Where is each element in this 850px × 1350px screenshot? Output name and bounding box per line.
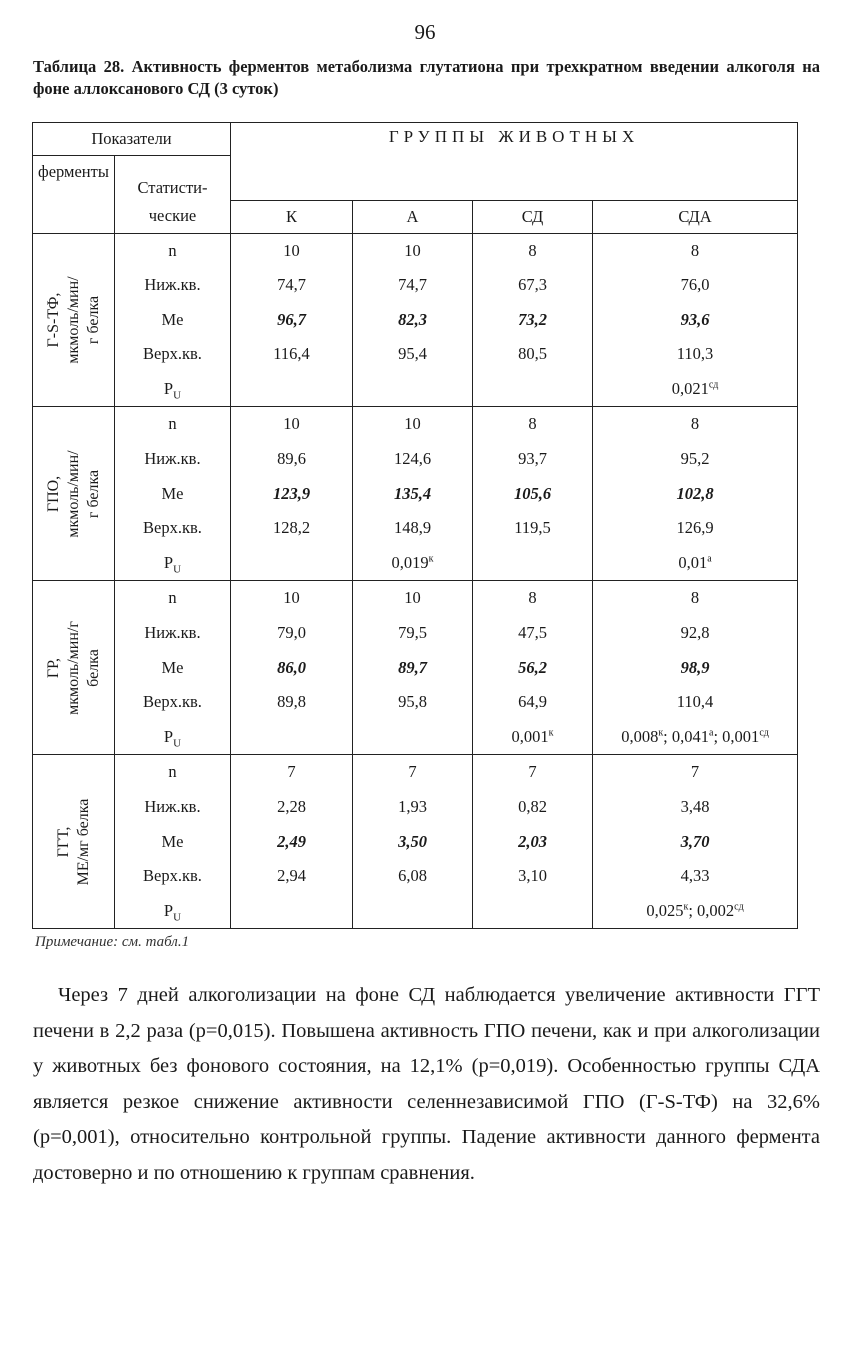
- value-p: [231, 372, 352, 407]
- stat-label: [115, 685, 230, 720]
- stat-label: [115, 651, 230, 686]
- enzyme-name-line: ГПО,: [44, 475, 62, 513]
- value-n: 7: [528, 762, 537, 782]
- p-value: 0,01: [678, 552, 708, 572]
- value-n: 10: [283, 588, 300, 608]
- stat-header-line2: ческие: [115, 200, 231, 233]
- value-upper-quartile: 116,4: [273, 344, 310, 364]
- value-upper-quartile: 6,08: [398, 866, 427, 886]
- p-value: 0,025: [646, 900, 684, 920]
- stat-label: [115, 790, 230, 825]
- enzyme-block: [33, 233, 798, 407]
- p-value-marker: сд: [734, 901, 744, 913]
- value-cell-k: [231, 755, 353, 929]
- table-caption: Таблица 28. Активность ферментов метаболизма глутатиона при трехкратном введении алкоголя на фоне аллоксанового СД (3 суток): [33, 57, 820, 98]
- value-n: 10: [404, 588, 421, 608]
- p-value: 0,001: [511, 726, 549, 746]
- enzymes-header: ферменты: [33, 156, 115, 201]
- stat-label: [115, 755, 230, 790]
- value-median: 102,8: [676, 483, 714, 503]
- value-upper-quartile: 3,10: [518, 866, 547, 886]
- value-n: 10: [283, 240, 300, 260]
- value-lower-quartile: 79,5: [398, 623, 427, 643]
- value-cell-sd: [473, 581, 593, 755]
- value-lower-quartile: 2,28: [277, 797, 306, 816]
- stat-label-text: Me: [161, 483, 184, 503]
- enzyme-name-line: мкмоль/мин/г: [64, 621, 82, 715]
- value-n: 8: [528, 588, 537, 608]
- enzyme-name-cell: [33, 233, 115, 407]
- value-cell-sd: [473, 407, 593, 581]
- value-upper-quartile: 148,9: [393, 518, 432, 538]
- enzyme-name: [44, 450, 104, 537]
- value-p: [473, 894, 592, 929]
- value-n: 7: [690, 762, 700, 782]
- stat-label-subscript: U: [173, 563, 182, 576]
- value-median: 3,50: [398, 831, 427, 851]
- value-median: 98,9: [680, 657, 710, 677]
- value-upper-quartile: 4,33: [680, 866, 710, 886]
- column-header-sd: СД: [473, 200, 593, 233]
- groups-header: ГРУППЫ ЖИВОТНЫХ: [231, 123, 798, 201]
- value-median: 135,4: [393, 483, 432, 503]
- value-p: [231, 720, 352, 755]
- value-cell-a: [353, 407, 473, 581]
- enzyme-name-line: ГР,: [44, 657, 62, 679]
- stat-label-subscript: U: [173, 737, 182, 750]
- stat-label-text: P: [163, 552, 174, 572]
- column-header-a: А: [353, 200, 473, 233]
- stat-label: [115, 720, 230, 755]
- value-lower-quartile: 76,0: [680, 275, 710, 295]
- stat-label-text: n: [168, 414, 177, 434]
- value-median: 82,3: [398, 309, 427, 329]
- page-number: 96: [414, 20, 436, 44]
- value-lower-quartile: 1,93: [398, 797, 427, 816]
- stat-label: [115, 407, 230, 442]
- value-cell-k: [231, 233, 353, 407]
- p-value-marker: к: [658, 727, 664, 739]
- p-value: 0,021: [671, 378, 709, 398]
- value-p: [353, 372, 472, 407]
- p-value-marker: а: [707, 553, 712, 565]
- value-upper-quartile: 95,8: [398, 692, 427, 712]
- value-p: [593, 372, 797, 407]
- enzyme-name-cell: [33, 755, 115, 929]
- value-cell-sda: [593, 581, 798, 755]
- value-lower-quartile: 89,6: [277, 449, 306, 469]
- p-value-marker: к: [428, 553, 434, 565]
- value-upper-quartile: 119,5: [514, 518, 551, 538]
- enzyme-name-cell: [33, 407, 115, 581]
- value-cell-k: [231, 581, 353, 755]
- value-lower-quartile: 79,0: [277, 623, 306, 643]
- value-lower-quartile: 92,8: [680, 623, 710, 643]
- value-p: [231, 546, 352, 581]
- value-median: 96,7: [277, 309, 306, 329]
- p-value-marker: а: [709, 727, 714, 739]
- stat-label: [115, 337, 230, 372]
- stat-label: [115, 616, 230, 651]
- stat-label-text: Верх.кв.: [143, 344, 202, 364]
- value-median: 89,7: [398, 657, 427, 677]
- stat-labels-cell: [115, 233, 231, 407]
- enzyme-name-line: мкмоль/мин/: [64, 276, 82, 364]
- enzyme-name-line: г белка: [84, 295, 102, 345]
- value-p: [353, 720, 472, 755]
- value-upper-quartile: 89,8: [277, 692, 306, 712]
- p-value-marker: сд: [708, 379, 719, 391]
- stat-label: [115, 581, 230, 616]
- value-cell-sda: [593, 755, 798, 929]
- value-lower-quartile: 47,5: [518, 623, 547, 643]
- stat-label-text: P: [163, 378, 174, 398]
- value-median: 123,9: [272, 483, 311, 503]
- value-lower-quartile: 0,82: [518, 797, 547, 816]
- value-n: 8: [528, 240, 537, 260]
- value-n: 8: [690, 240, 700, 260]
- value-cell-sd: [473, 233, 593, 407]
- stat-label-text: n: [168, 588, 177, 608]
- value-cell-k: [231, 407, 353, 581]
- p-value-marker: к: [548, 727, 554, 739]
- value-lower-quartile: 124,6: [393, 449, 432, 469]
- enzyme-name: [54, 799, 94, 886]
- p-value: ; 0,002: [688, 900, 735, 920]
- enzyme-name-line: белка: [84, 649, 102, 687]
- p-value: 0,008: [621, 726, 659, 746]
- value-cell-a: [353, 755, 473, 929]
- value-cell-sda: [593, 233, 798, 407]
- p-value-marker: сд: [759, 727, 769, 739]
- stat-label-text: n: [168, 762, 177, 782]
- stat-label-text: Ниж.кв.: [144, 275, 201, 295]
- value-n: 8: [528, 414, 537, 434]
- value-p: [353, 894, 472, 929]
- column-header-k: К: [231, 200, 353, 233]
- stat-label: [115, 477, 230, 512]
- stat-label-text: Ниж.кв.: [144, 449, 201, 469]
- value-median: 105,6: [513, 483, 552, 503]
- stat-labels-cell: [115, 407, 231, 581]
- value-upper-quartile: 64,9: [518, 692, 547, 712]
- stat-label: [115, 442, 230, 477]
- value-n: 10: [404, 414, 421, 434]
- p-value: 0,019: [391, 552, 429, 572]
- stat-label-text: Me: [161, 657, 184, 677]
- stat-label-text: Верх.кв.: [143, 692, 202, 712]
- value-median: 56,2: [518, 657, 547, 677]
- value-median: 73,2: [518, 309, 547, 329]
- value-median: 2,03: [518, 831, 547, 851]
- value-lower-quartile: 74,7: [398, 275, 427, 295]
- value-lower-quartile: 67,3: [518, 275, 547, 295]
- stat-label-text: n: [168, 240, 177, 260]
- enzyme-name-line: МЕ/мг белка: [74, 798, 92, 886]
- value-median: 2,49: [277, 831, 306, 851]
- stat-label-text: Ниж.кв.: [144, 623, 201, 643]
- value-cell-a: [353, 581, 473, 755]
- enzyme-block: [33, 407, 798, 581]
- table-note: Примечание: см. табл.1: [35, 934, 190, 950]
- enzyme-block: [33, 755, 798, 929]
- value-p: [353, 546, 472, 581]
- value-upper-quartile: 126,9: [676, 518, 714, 538]
- stat-label-text: Ниж.кв.: [144, 797, 201, 816]
- stat-label-text: P: [163, 900, 174, 920]
- value-lower-quartile: 3,48: [680, 797, 710, 816]
- indicators-header: Показатели: [33, 123, 231, 156]
- column-header-sda: СДА: [593, 200, 798, 233]
- value-cell-sd: [473, 755, 593, 929]
- stat-label-text: Me: [161, 831, 184, 851]
- enzyme-name-line: мкмоль/мин/: [64, 450, 82, 538]
- value-p: [473, 372, 592, 407]
- enzyme-name-cell: [33, 581, 115, 755]
- value-n: 7: [287, 762, 296, 782]
- stat-label-text: Me: [161, 309, 184, 329]
- enzyme-name: [44, 621, 104, 715]
- value-n: 8: [690, 588, 700, 608]
- value-p: [473, 546, 592, 581]
- value-p: [473, 720, 592, 755]
- value-cell-sda: [593, 407, 798, 581]
- value-n: 10: [283, 414, 300, 434]
- stat-label-text: Верх.кв.: [143, 518, 202, 538]
- value-n: 8: [690, 414, 700, 434]
- p-value: ; 0,001: [713, 726, 760, 746]
- stat-labels-cell: [115, 755, 231, 929]
- stat-label: [115, 511, 230, 546]
- value-upper-quartile: 110,3: [676, 344, 714, 364]
- enzyme-block: [33, 581, 798, 755]
- value-upper-quartile: 128,2: [272, 518, 311, 538]
- value-median: 3,70: [680, 831, 710, 851]
- stat-label: [115, 234, 230, 269]
- stat-label-subscript: U: [173, 911, 182, 924]
- value-p: [231, 894, 352, 929]
- enzyme-name-line: г белка: [84, 469, 102, 519]
- value-lower-quartile: 74,7: [277, 275, 306, 295]
- stat-label: [115, 303, 230, 338]
- value-median: 93,6: [680, 309, 710, 329]
- enzyme-name-line: Г-S-ТФ,: [44, 292, 62, 348]
- stat-label: [115, 825, 230, 860]
- value-lower-quartile: 95,2: [680, 449, 710, 469]
- value-cell-a: [353, 233, 473, 407]
- stat-label: [115, 894, 230, 929]
- stat-label-subscript: U: [173, 389, 182, 402]
- stat-label: [115, 859, 230, 894]
- value-upper-quartile: 2,94: [277, 866, 306, 886]
- p-value-marker: к: [683, 901, 689, 913]
- enzyme-activity-table: [32, 122, 798, 929]
- stat-labels-cell: [115, 581, 231, 755]
- stat-label-text: P: [163, 726, 174, 746]
- stat-label: [115, 546, 230, 581]
- value-p: [593, 720, 797, 755]
- value-n: 10: [404, 240, 421, 260]
- enzyme-name: [44, 276, 104, 363]
- value-upper-quartile: 110,4: [676, 692, 714, 712]
- stat-label-text: Верх.кв.: [143, 866, 202, 886]
- value-n: 7: [408, 762, 417, 782]
- stat-header-line1: Статисти-: [115, 156, 231, 201]
- enzyme-name-line: ГГТ,: [54, 826, 72, 858]
- stat-label: [115, 372, 230, 407]
- stat-label: [115, 268, 230, 303]
- value-upper-quartile: 95,4: [398, 344, 427, 364]
- value-p: [593, 546, 797, 581]
- enzymes-header-empty: [33, 200, 115, 233]
- value-p: [593, 894, 797, 929]
- value-lower-quartile: 93,7: [518, 449, 547, 469]
- p-value: ; 0,041: [663, 726, 710, 746]
- value-upper-quartile: 80,5: [518, 344, 547, 364]
- value-median: 86,0: [277, 657, 306, 677]
- body-paragraph: Через 7 дней алкоголизации на фоне СД наблюдается увеличение активности ГГТ печени в 2,2 раза (р=0,015). Повышена активность ГПО печени, как и при алкоголизации у животных без фонового состояния, на 12,1% (р=0,019). Особенностью группы СДА является резкое снижение активности селеннезависимой ГПО (Г-S-ТФ) на 32,6% (р=0,001), относительно контрольной группы. Падение активности данного фермента достоверно и по отношению к группам сравнения.: [33, 984, 820, 1184]
